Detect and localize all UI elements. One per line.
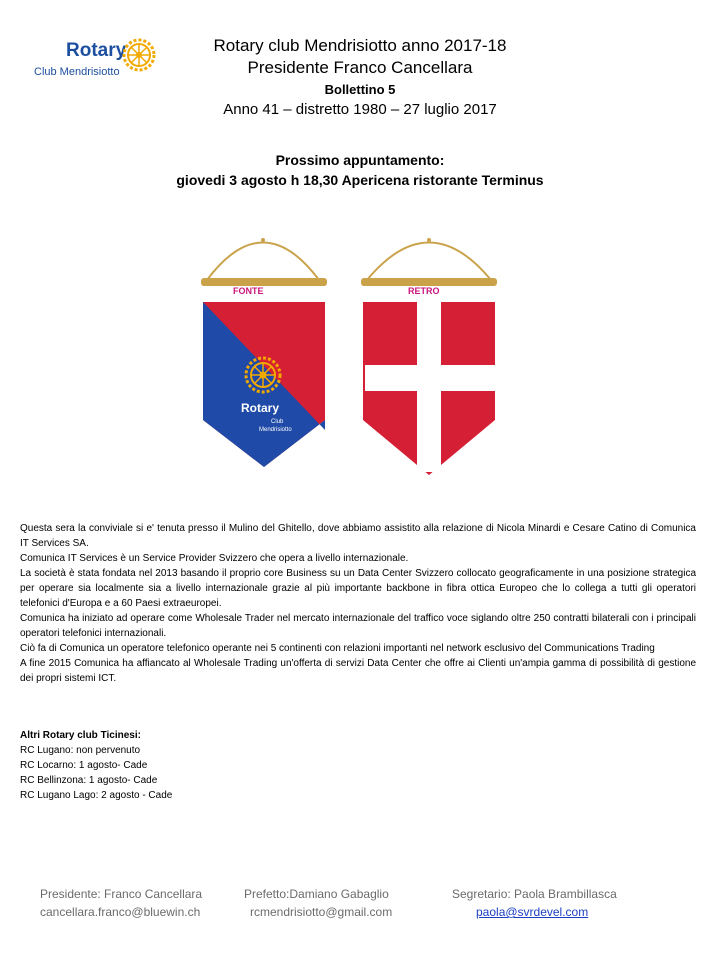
appointment-title: Prossimo appuntamento: bbox=[275, 152, 445, 168]
club-item: RC Lugano Lago: 2 agosto - Cade bbox=[20, 790, 173, 801]
rotary-wheel-icon bbox=[122, 38, 156, 72]
appointment-detail: giovedi 3 agosto h 18,30 Apericena ristorante Terminus bbox=[176, 172, 544, 188]
secretary-title: Segretario: Paola Brambillasca bbox=[452, 887, 617, 901]
president-title: Presidente: Franco Cancellara bbox=[40, 887, 203, 901]
logo-club: Club Mendrisiotto bbox=[34, 66, 120, 78]
article-paragraph: Comunica IT Services è un Service Provider Svizzero che opera a livello internazionale. bbox=[20, 553, 409, 564]
pennants-image bbox=[195, 225, 505, 480]
bulletin-date: Anno 41 – distretto 1980 – 27 luglio 2017 bbox=[223, 101, 497, 118]
front-label: FONTE bbox=[233, 286, 264, 296]
logo-brand: Rotary bbox=[66, 40, 127, 61]
president-email: cancellara.franco@bluewin.ch bbox=[40, 905, 201, 919]
article-body bbox=[20, 521, 696, 686]
rotary-logo bbox=[30, 38, 160, 83]
footer-president bbox=[40, 885, 202, 921]
club-item: RC Lugano: non pervenuto bbox=[20, 745, 141, 756]
front-club-line1: Club bbox=[271, 419, 284, 425]
prefect-title: Prefetto:Damiano Gabaglio bbox=[244, 887, 389, 901]
article-paragraph: Comunica ha iniziato ad operare come Wholesale Trader nel mercato internazionale del traffico voce siglando oltre 250 contratti bilaterali con i principali operatori telefonici internazionali. bbox=[20, 613, 696, 639]
prefect-email: rcmendrisiotto@gmail.com bbox=[250, 905, 393, 919]
footer-prefect bbox=[244, 885, 392, 921]
bulletin-number: Bollettino 5 bbox=[324, 82, 396, 97]
front-club-line2: Mendrisiotto bbox=[259, 427, 292, 433]
front-pennant bbox=[201, 238, 327, 467]
club-item: RC Bellinzona: 1 agosto- Cade bbox=[20, 775, 158, 786]
back-pennant bbox=[361, 238, 497, 475]
header-president: Presidente Franco Cancellara bbox=[247, 58, 473, 77]
article-paragraph: La società è stata fondata nel 2013 basando il proprio core Business su un Data Center Svizzero collocato geograficamente in una posizione strategica per operare sia localmente sia a livello internazionale grazie al più importante backbone in fibra ottica Europeo che lo collega a tutti gli operatori telefonici d'Europa e a 60 Paesi extraeuropei. bbox=[20, 568, 696, 609]
other-clubs bbox=[20, 728, 172, 803]
secretary-email-link[interactable]: paola@svrdevel.com bbox=[476, 905, 589, 919]
footer-secretary bbox=[452, 885, 617, 921]
header-title: Rotary club Mendrisiotto anno 2017-18 bbox=[213, 36, 507, 55]
article-paragraph: Questa sera la conviviale si e' tenuta presso il Mulino del Ghitello, dove abbiamo assistito alla relazione di Nicola Minardi e Cesare Catino di Comunica IT Services SA. bbox=[20, 523, 696, 549]
front-brand: Rotary bbox=[241, 401, 280, 415]
article-paragraph: A fine 2015 Comunica ha affiancato al Wholesale Trading un'offerta di servizi Data Center che offre ai Clienti un'ampia gamma di possibilità di gestione dei propri sistemi ICT. bbox=[20, 658, 696, 684]
article-paragraph: Ciò fa di Comunica un operatore telefonico operante nei 5 continenti con relazioni importanti nel network esclusivo del Communications Trading bbox=[20, 643, 655, 654]
back-label: RETRO bbox=[408, 286, 440, 296]
club-item: RC Locarno: 1 agosto- Cade bbox=[20, 760, 148, 771]
other-clubs-title: Altri Rotary club Ticinesi: bbox=[20, 730, 141, 741]
